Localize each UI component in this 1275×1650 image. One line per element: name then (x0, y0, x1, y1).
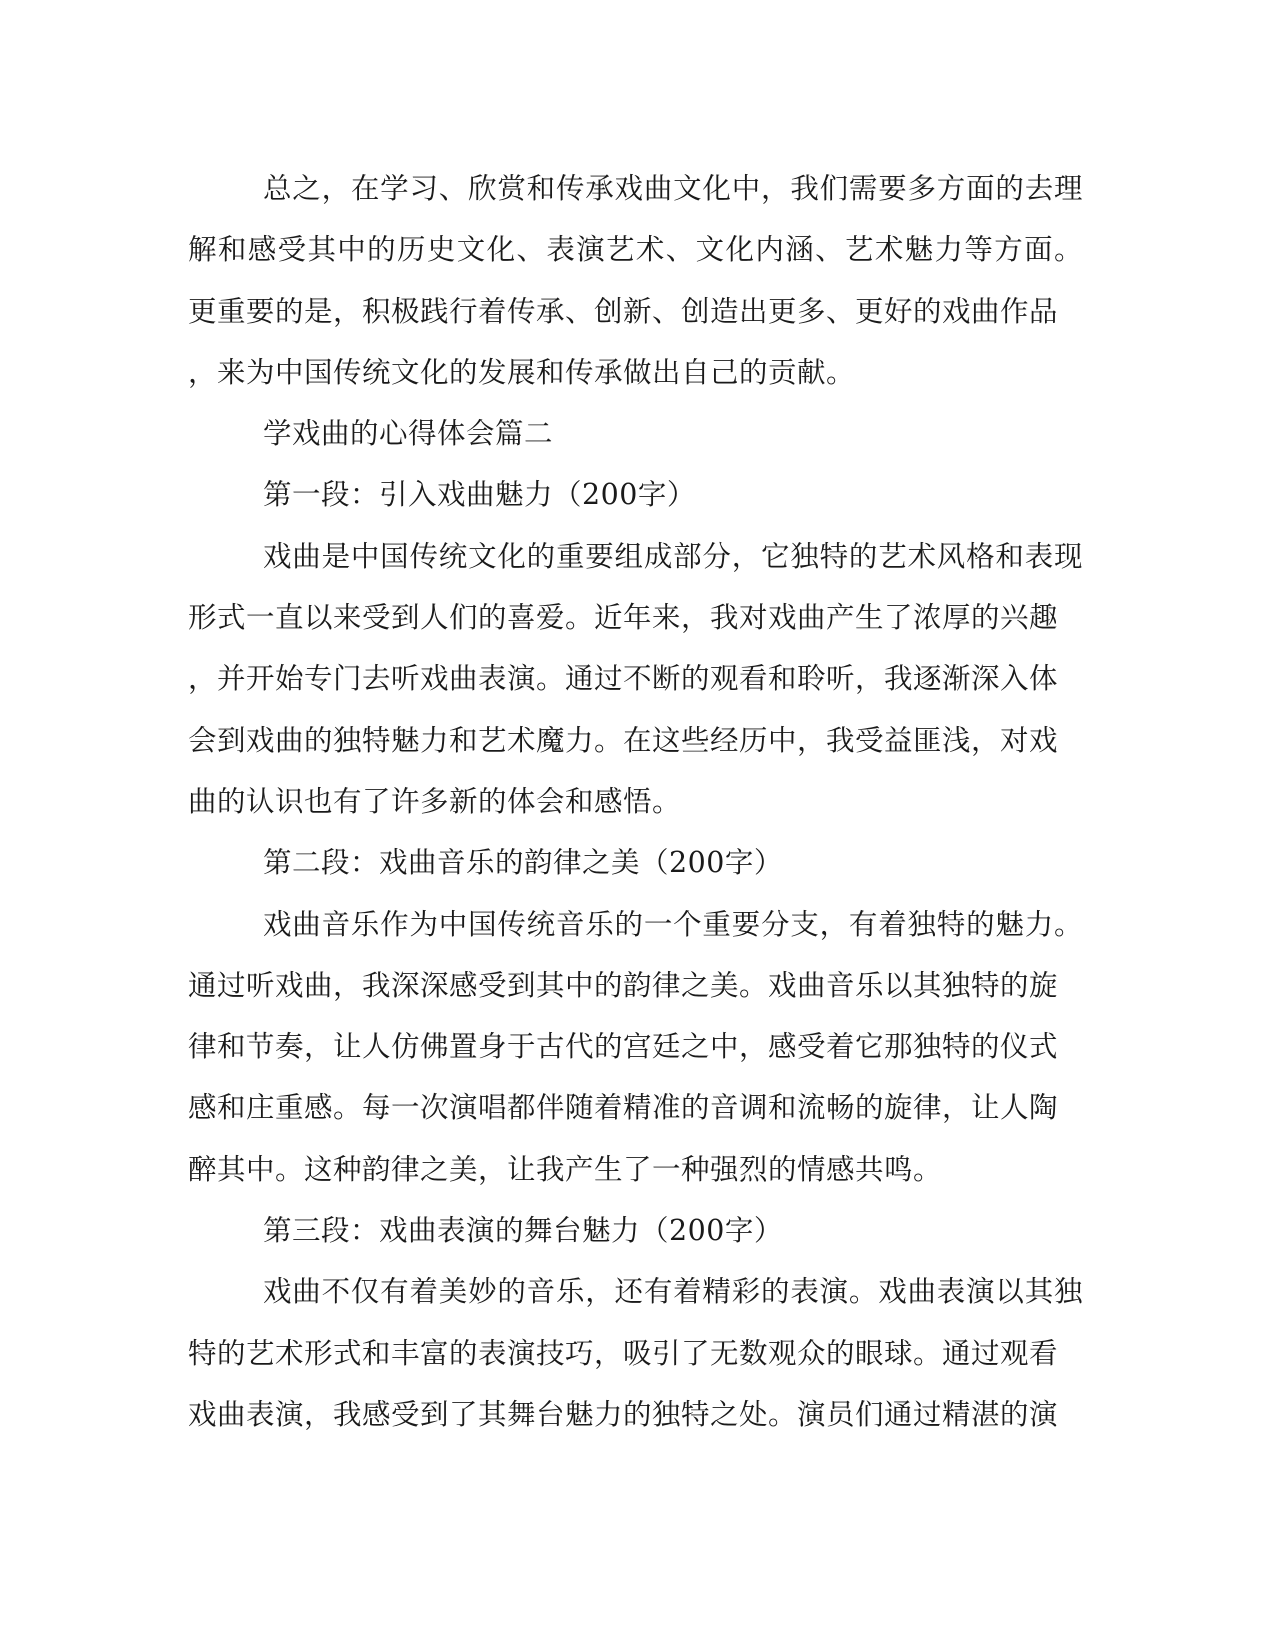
document-body (188, 158, 1083, 1445)
text-line: 更重要的是，积极践行着传承、创新、创造出更多、更好的戏曲作品 (188, 294, 1059, 328)
text-line: ，并开始专门去听戏曲表演。通过不断的观看和聆听，我逐渐深入体 (188, 662, 1059, 696)
text-line: 形式一直以来受到人们的喜爱。近年来，我对戏曲产生了浓厚的兴趣 (188, 601, 1059, 635)
text-line: 戏曲不仅有着美妙的音乐，还有着精彩的表演。戏曲表演以其独 (263, 1275, 1083, 1309)
text-line: 戏曲表演，我感受到了其舞台魅力的独特之处。演员们通过精湛的演 (188, 1397, 1059, 1431)
section-heading: 第三段：戏曲表演的舞台魅力（200字） (263, 1214, 783, 1248)
text-line: 总之，在学习、欣赏和传承戏曲文化中，我们需要多方面的去理 (263, 172, 1083, 205)
text-line: 律和节奏，让人仿佛置身于古代的宫廷之中，感受着它那独特的仪式 (188, 1030, 1059, 1064)
text-line: 戏曲是中国传统文化的重要组成部分，它独特的艺术风格和表现 (263, 539, 1083, 573)
text-line: 曲的认识也有了许多新的体会和感悟。 (188, 784, 682, 818)
text-line: 解和感受其中的历史文化、表演艺术、文化内涵、艺术魅力等方面。 (188, 233, 1083, 267)
text-line: 通过听戏曲，我深深感受到其中的韵律之美。戏曲音乐以其独特的旋 (188, 968, 1059, 1002)
text-line: 会到戏曲的独特魅力和艺术魔力。在这些经历中，我受益匪浅，对戏 (188, 723, 1059, 757)
section-heading: 第二段：戏曲音乐的韵律之美（200字） (263, 846, 783, 880)
text-line: ，来为中国传统文化的发展和传承做出自己的贡献。 (188, 355, 856, 389)
text-line: 醉其中。这种韵律之美，让我产生了一种强烈的情感共鸣。 (188, 1152, 943, 1186)
section-heading: 第一段：引入戏曲魅力（200字） (263, 478, 696, 512)
text-line: 戏曲音乐作为中国传统音乐的一个重要分支，有着独特的魅力。 (263, 907, 1083, 941)
text-line: 特的艺术形式和丰富的表演技巧，吸引了无数观众的眼球。通过观看 (188, 1336, 1059, 1370)
section-title: 学戏曲的心得体会篇二 (263, 417, 554, 451)
text-line: 感和庄重感。每一次演唱都伴随着精准的音调和流畅的旋律，让人陶 (188, 1091, 1059, 1125)
